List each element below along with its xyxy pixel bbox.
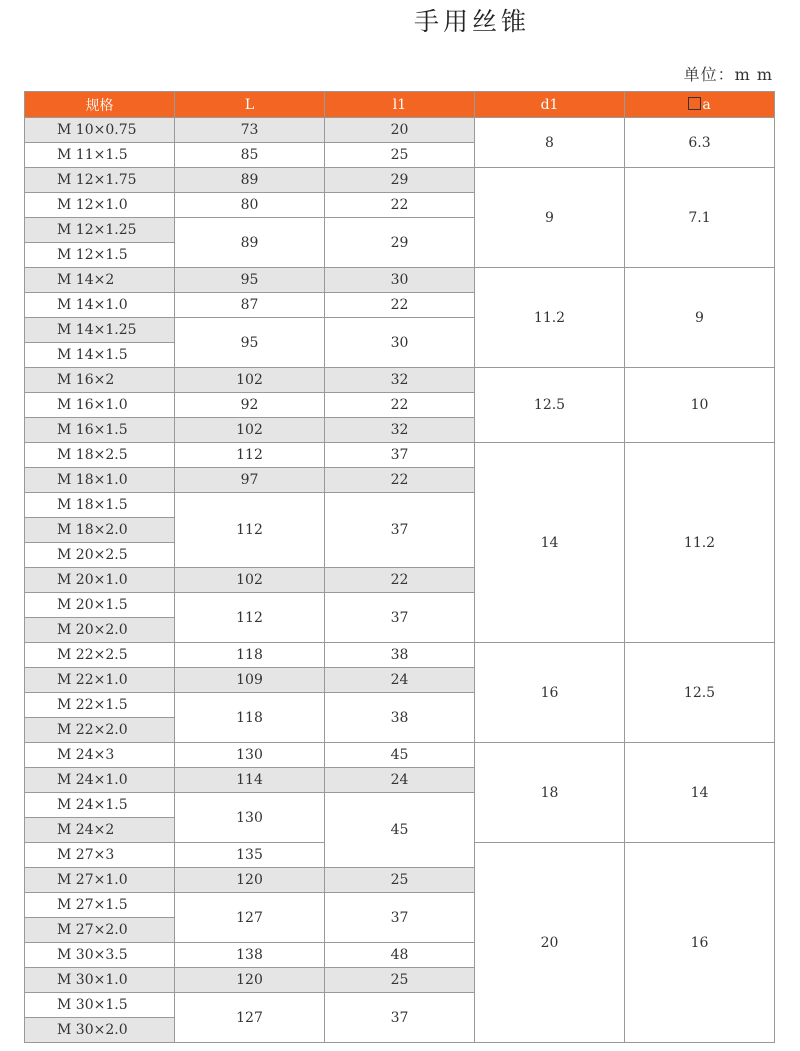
L-cell: 112 xyxy=(175,493,325,568)
spec-cell: M 30×2.0 xyxy=(25,1018,175,1043)
L-cell: 89 xyxy=(175,218,325,268)
a-cell: 7.1 xyxy=(625,168,775,268)
d1-cell: 14 xyxy=(475,443,625,643)
spec-cell: M 16×1.0 xyxy=(25,393,175,418)
L-cell: 80 xyxy=(175,193,325,218)
spec-cell: M 22×2.5 xyxy=(25,643,175,668)
a-cell: 10 xyxy=(625,368,775,443)
spec-cell: M 12×1.25 xyxy=(25,218,175,243)
L-cell: 89 xyxy=(175,168,325,193)
spec-cell: M 12×1.75 xyxy=(25,168,175,193)
L-cell: 102 xyxy=(175,418,325,443)
spec-cell: M 16×2 xyxy=(25,368,175,393)
l1-cell: 22 xyxy=(325,393,475,418)
l1-cell: 37 xyxy=(325,893,475,943)
spec-cell: M 22×1.0 xyxy=(25,668,175,693)
l1-cell: 30 xyxy=(325,268,475,293)
spec-cell: M 18×2.5 xyxy=(25,443,175,468)
table-row xyxy=(25,168,775,193)
spec-cell: M 20×1.5 xyxy=(25,593,175,618)
a-cell: 12.5 xyxy=(625,643,775,743)
spec-cell: M 18×1.5 xyxy=(25,493,175,518)
header-l1: l1 xyxy=(325,92,475,118)
L-cell: 120 xyxy=(175,868,325,893)
spec-cell: M 14×2 xyxy=(25,268,175,293)
L-cell: 73 xyxy=(175,118,325,143)
spec-cell: M 24×3 xyxy=(25,743,175,768)
l1-cell: 25 xyxy=(325,868,475,893)
spec-cell: M 27×1.0 xyxy=(25,868,175,893)
spec-cell: M 16×1.5 xyxy=(25,418,175,443)
L-cell: 114 xyxy=(175,768,325,793)
spec-cell: M 20×2.5 xyxy=(25,543,175,568)
L-cell: 92 xyxy=(175,393,325,418)
d1-cell: 18 xyxy=(475,743,625,843)
spec-cell: M 10×0.75 xyxy=(25,118,175,143)
spec-cell: M 14×1.5 xyxy=(25,343,175,368)
table-row xyxy=(25,118,775,143)
tap-spec-table xyxy=(24,91,775,1043)
l1-cell: 48 xyxy=(325,943,475,968)
d1-cell: 12.5 xyxy=(475,368,625,443)
spec-cell: M 27×2.0 xyxy=(25,918,175,943)
a-cell: 6.3 xyxy=(625,118,775,168)
L-cell: 130 xyxy=(175,793,325,843)
l1-cell: 37 xyxy=(325,593,475,643)
L-cell: 120 xyxy=(175,968,325,993)
table-header-row xyxy=(25,92,775,118)
spec-cell: M 30×3.5 xyxy=(25,943,175,968)
spec-cell: M 12×1.5 xyxy=(25,243,175,268)
l1-cell: 29 xyxy=(325,218,475,268)
l1-cell: 20 xyxy=(325,118,475,143)
table-row xyxy=(25,368,775,393)
square-icon xyxy=(688,97,701,110)
l1-cell: 29 xyxy=(325,168,475,193)
l1-cell: 22 xyxy=(325,293,475,318)
l1-cell: 24 xyxy=(325,668,475,693)
spec-cell: M 20×2.0 xyxy=(25,618,175,643)
l1-cell: 37 xyxy=(325,443,475,468)
L-cell: 127 xyxy=(175,993,325,1043)
header-a-label: a xyxy=(702,96,711,113)
L-cell: 95 xyxy=(175,268,325,293)
l1-cell: 45 xyxy=(325,743,475,768)
a-cell: 11.2 xyxy=(625,443,775,643)
table-row xyxy=(25,643,775,668)
L-cell: 97 xyxy=(175,468,325,493)
page-title: 手用丝锥 xyxy=(413,7,530,36)
spec-cell: M 18×2.0 xyxy=(25,518,175,543)
table-row xyxy=(25,268,775,293)
spec-cell: M 27×1.5 xyxy=(25,893,175,918)
spec-cell: M 18×1.0 xyxy=(25,468,175,493)
l1-cell: 30 xyxy=(325,318,475,368)
unit-label: 单位：m m xyxy=(683,65,773,84)
L-cell: 95 xyxy=(175,318,325,368)
spec-cell: M 12×1.0 xyxy=(25,193,175,218)
L-cell: 87 xyxy=(175,293,325,318)
spec-cell: M 24×1.5 xyxy=(25,793,175,818)
header-d1: d1 xyxy=(475,92,625,118)
header-a xyxy=(625,92,775,118)
L-cell: 112 xyxy=(175,443,325,468)
header-L: L xyxy=(175,92,325,118)
L-cell: 138 xyxy=(175,943,325,968)
spec-cell: M 24×2 xyxy=(25,818,175,843)
l1-cell: 37 xyxy=(325,493,475,568)
L-cell: 85 xyxy=(175,143,325,168)
spec-cell: M 22×1.5 xyxy=(25,693,175,718)
l1-cell: 25 xyxy=(325,143,475,168)
header-spec: 规格 xyxy=(25,92,175,118)
l1-cell: 22 xyxy=(325,468,475,493)
spec-cell: M 14×1.25 xyxy=(25,318,175,343)
spec-cell: M 30×1.0 xyxy=(25,968,175,993)
l1-cell: 32 xyxy=(325,368,475,393)
L-cell: 118 xyxy=(175,643,325,668)
l1-cell: 25 xyxy=(325,968,475,993)
L-cell: 112 xyxy=(175,593,325,643)
L-cell: 109 xyxy=(175,668,325,693)
l1-cell: 45 xyxy=(325,793,475,868)
l1-cell: 22 xyxy=(325,193,475,218)
l1-cell: 22 xyxy=(325,568,475,593)
spec-cell: M 24×1.0 xyxy=(25,768,175,793)
a-cell: 16 xyxy=(625,843,775,1043)
l1-cell: 37 xyxy=(325,993,475,1043)
d1-cell: 20 xyxy=(475,843,625,1043)
a-cell: 14 xyxy=(625,743,775,843)
L-cell: 130 xyxy=(175,743,325,768)
spec-cell: M 20×1.0 xyxy=(25,568,175,593)
spec-cell: M 11×1.5 xyxy=(25,143,175,168)
d1-cell: 9 xyxy=(475,168,625,268)
d1-cell: 11.2 xyxy=(475,268,625,368)
l1-cell: 32 xyxy=(325,418,475,443)
L-cell: 102 xyxy=(175,568,325,593)
d1-cell: 8 xyxy=(475,118,625,168)
L-cell: 135 xyxy=(175,843,325,868)
L-cell: 118 xyxy=(175,693,325,743)
a-cell: 9 xyxy=(625,268,775,368)
l1-cell: 24 xyxy=(325,768,475,793)
spec-cell: M 22×2.0 xyxy=(25,718,175,743)
spec-cell: M 27×3 xyxy=(25,843,175,868)
d1-cell: 16 xyxy=(475,643,625,743)
spec-cell: M 30×1.5 xyxy=(25,993,175,1018)
L-cell: 127 xyxy=(175,893,325,943)
l1-cell: 38 xyxy=(325,693,475,743)
spec-cell: M 14×1.0 xyxy=(25,293,175,318)
table-row xyxy=(25,443,775,468)
l1-cell: 38 xyxy=(325,643,475,668)
table-row xyxy=(25,743,775,768)
L-cell: 102 xyxy=(175,368,325,393)
